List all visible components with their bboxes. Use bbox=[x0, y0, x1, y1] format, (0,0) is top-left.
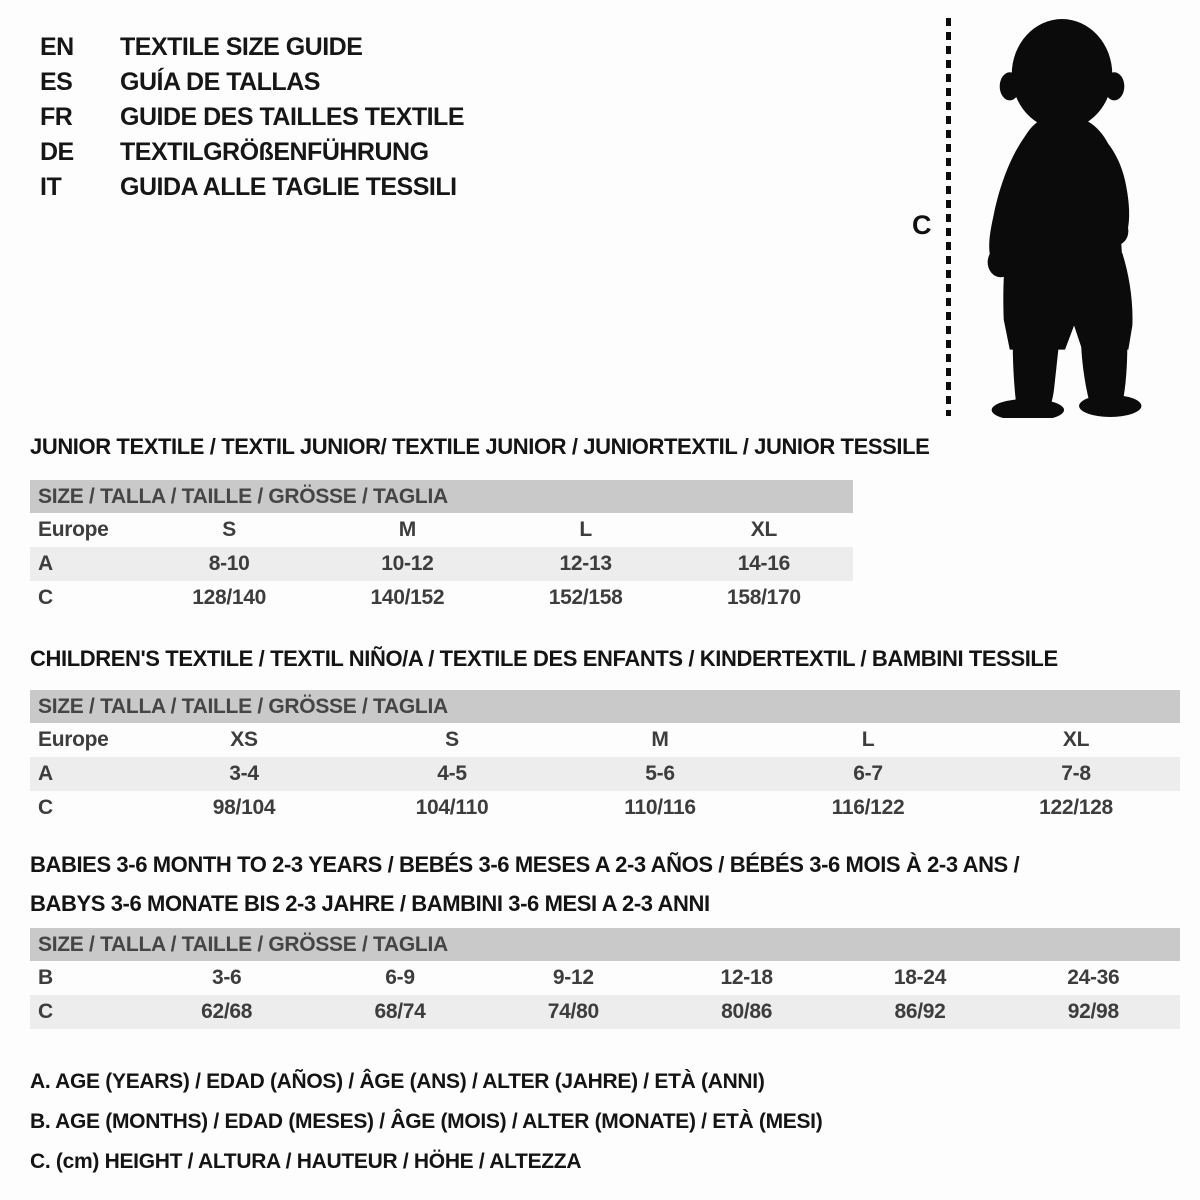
value-cell: 7-8 bbox=[1061, 762, 1091, 785]
table-row bbox=[30, 995, 1180, 1029]
value-cell: 110/116 bbox=[624, 796, 696, 819]
table-row bbox=[30, 723, 1180, 757]
legend-line: C. (cm) HEIGHT / ALTURA / HAUTEUR / HÖHE / ALTEZZA bbox=[30, 1150, 582, 1173]
row-label-cell: A bbox=[38, 762, 53, 785]
value-cell: 10-12 bbox=[381, 552, 434, 575]
value-cell: S bbox=[222, 518, 236, 541]
language-row bbox=[40, 65, 464, 100]
value-cell: XL bbox=[1062, 728, 1090, 751]
language-code: EN bbox=[40, 33, 74, 61]
height-dashed-line bbox=[946, 18, 951, 416]
section-babies bbox=[30, 845, 1180, 1029]
row-label-cell: A bbox=[38, 552, 53, 575]
table-row bbox=[30, 513, 853, 547]
section-children bbox=[30, 642, 1180, 825]
table-row bbox=[30, 547, 853, 581]
language-row bbox=[40, 30, 464, 65]
value-cell: XL bbox=[750, 518, 777, 541]
value-cell: 128/140 bbox=[192, 586, 267, 609]
value-cell: 8-10 bbox=[208, 552, 250, 575]
height-measure-label: C bbox=[912, 210, 932, 240]
section-title: BABIES 3-6 MONTH TO 2-3 YEARS / BEBÉS 3-6 MESES A 2-3 AÑOS / BÉBÉS 3-6 MOIS À 2-3 ANS / BABYS 3-6 MONATE BIS 2-3 JAHRE / BAMBINI 3-6 MESI A 2-3 ANNI bbox=[30, 852, 1020, 916]
value-cell: 158/170 bbox=[726, 586, 801, 609]
legend-line: A. AGE (YEARS) / EDAD (AÑOS) / ÂGE (ANS) / ALTER (JAHRE) / ETÀ (ANNI) bbox=[30, 1070, 765, 1093]
language-row bbox=[40, 135, 464, 170]
value-cell: 98/104 bbox=[212, 796, 276, 819]
language-row bbox=[40, 100, 464, 135]
value-cell: 92/98 bbox=[1067, 1000, 1119, 1023]
value-cell: 74/80 bbox=[547, 1000, 599, 1023]
row-label-cell: B bbox=[38, 966, 53, 989]
language-guide-title: GUIDE DES TAILLES TEXTILE bbox=[120, 103, 465, 131]
value-cell: 18-24 bbox=[893, 966, 947, 989]
row-label-cell: C bbox=[38, 796, 53, 819]
section-title: CHILDREN'S TEXTILE / TEXTIL NIÑO/A / TEXTILE DES ENFANTS / KINDERTEXTIL / BAMBINI TESSILE bbox=[30, 646, 1058, 671]
value-cell: 68/74 bbox=[374, 1000, 426, 1023]
language-row bbox=[40, 170, 464, 205]
value-cell: 3-6 bbox=[211, 966, 242, 989]
value-cell: M bbox=[651, 728, 669, 751]
value-cell: 6-9 bbox=[385, 966, 415, 989]
language-title-list bbox=[40, 30, 464, 205]
value-cell: 152/158 bbox=[548, 586, 623, 609]
value-cell: 14-16 bbox=[737, 552, 790, 575]
section-junior bbox=[30, 430, 930, 615]
value-cell: 122/128 bbox=[1039, 796, 1113, 819]
language-code: DE bbox=[40, 138, 74, 166]
row-label-cell: Europe bbox=[38, 518, 109, 541]
row-label-cell: C bbox=[38, 586, 53, 609]
value-cell: 9-12 bbox=[552, 966, 594, 989]
value-cell: S bbox=[445, 728, 459, 751]
size-header-bar: SIZE / TALLA / TAILLE / GRÖSSE / TAGLIA bbox=[30, 480, 853, 513]
language-guide-title: TEXTILGRÖßENFÜHRUNG bbox=[120, 138, 429, 166]
language-code: FR bbox=[40, 103, 73, 131]
size-header-bar: SIZE / TALLA / TAILLE / GRÖSSE / TAGLIA bbox=[30, 690, 1180, 723]
value-cell: 5-6 bbox=[645, 762, 675, 785]
table-row bbox=[30, 581, 853, 615]
language-guide-title: TEXTILE SIZE GUIDE bbox=[120, 33, 363, 61]
value-cell: 62/68 bbox=[201, 1000, 253, 1023]
value-cell: 80/86 bbox=[721, 1000, 773, 1023]
value-cell: 24-36 bbox=[1067, 966, 1120, 989]
section-title: JUNIOR TEXTILE / TEXTIL JUNIOR/ TEXTILE JUNIOR / JUNIORTEXTIL / JUNIOR TESSILE bbox=[30, 434, 930, 459]
value-cell: 12-18 bbox=[720, 966, 773, 989]
toddler-silhouette-icon bbox=[966, 16, 1154, 418]
value-cell: 4-5 bbox=[437, 762, 467, 785]
value-cell: 6-7 bbox=[853, 762, 883, 785]
legend-line: B. AGE (MONTHS) / EDAD (MESES) / ÂGE (MOIS) / ALTER (MONATE) / ETÀ (MESI) bbox=[30, 1110, 823, 1133]
table-row bbox=[30, 757, 1180, 791]
value-cell: 12-13 bbox=[559, 552, 612, 575]
language-code: ES bbox=[40, 68, 73, 96]
value-cell: XS bbox=[230, 728, 258, 751]
table-row bbox=[30, 961, 1180, 995]
value-cell: 86/92 bbox=[894, 1000, 946, 1023]
language-guide-title: GUÍA DE TALLAS bbox=[120, 68, 320, 96]
row-label-cell: Europe bbox=[38, 728, 109, 751]
size-header-bar: SIZE / TALLA / TAILLE / GRÖSSE / TAGLIA bbox=[30, 928, 1180, 961]
height-figure bbox=[900, 14, 1170, 424]
value-cell: L bbox=[861, 728, 875, 751]
row-label-cell: C bbox=[38, 1000, 53, 1023]
language-guide-title: GUIDA ALLE TAGLIE TESSILI bbox=[120, 173, 457, 201]
legend bbox=[30, 1062, 822, 1182]
table-row bbox=[30, 791, 1180, 825]
value-cell: 116/122 bbox=[831, 796, 905, 819]
value-cell: 3-4 bbox=[229, 762, 259, 785]
value-cell: 140/152 bbox=[370, 586, 445, 609]
language-code: IT bbox=[40, 173, 62, 201]
value-cell: M bbox=[398, 518, 416, 541]
value-cell: 104/110 bbox=[415, 796, 489, 819]
value-cell: L bbox=[579, 518, 592, 541]
